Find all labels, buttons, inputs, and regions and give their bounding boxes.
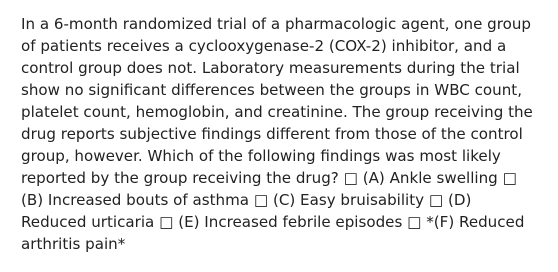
checkbox-icon[interactable]: □ [253, 191, 269, 209]
question-stem: In a 6-month randomized trial of a pharmacologic agent, one group of patients receives a cyclooxygenase-2 (COX-2) inhibitor, and a control group does not. Laboratory measurements during the trial show no significant differences between the groups in WBC count, platelet count, hemoglobin, and creatinine. The group receiving the drug reports subjective findings different from those of the control group, however. Which of the following findings was most likely reported by the group receiving the drug? [21, 15, 533, 187]
question-text [21, 13, 541, 255]
option-f-label: *(F) Reduced arthritis pain* [21, 213, 525, 253]
option-a-label: (A) Ankle swelling [362, 169, 498, 187]
checkbox-icon[interactable]: □ [407, 213, 422, 231]
option-c-label: (C) Easy bruisability [272, 191, 425, 209]
option-b-label: (B) Increased bouts of asthma [21, 191, 250, 209]
checkbox-icon[interactable]: □ [502, 169, 517, 187]
checkbox-icon[interactable]: □ [159, 213, 174, 231]
option-e-label: (E) Increased febrile episodes [178, 213, 403, 231]
checkbox-icon[interactable]: □ [428, 191, 444, 209]
checkbox-icon[interactable]: □ [343, 169, 358, 187]
option-d-label: (D) Reduced urticaria [21, 191, 472, 231]
